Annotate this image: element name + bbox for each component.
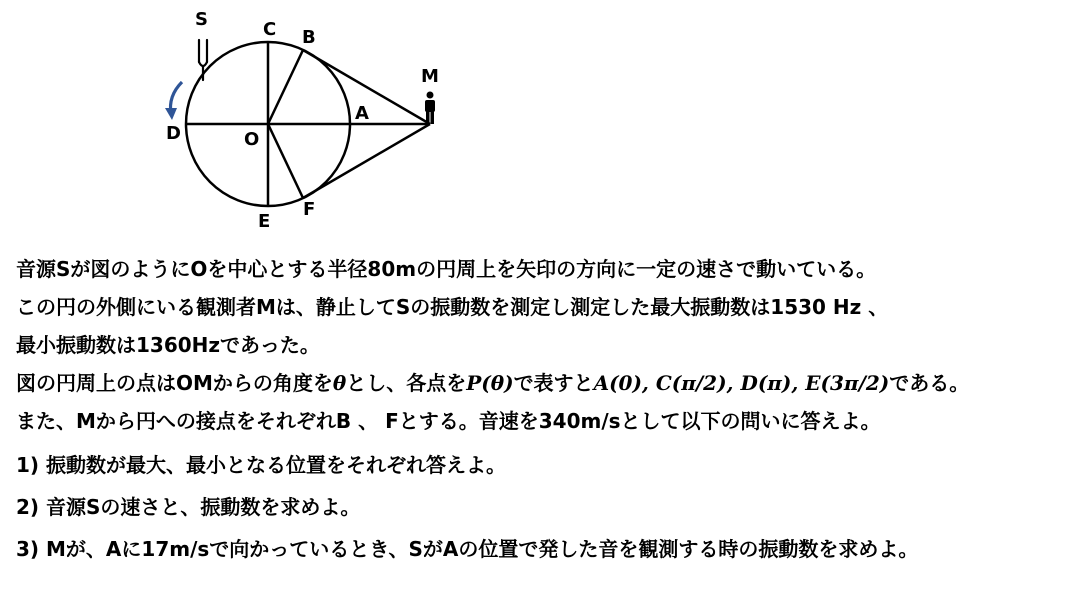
- label-O: O: [244, 129, 260, 150]
- question-3: 3) Mが、Aに17m/sで向かっているとき、SがAの位置で発した音を観測する時の振動数を求めよ。: [16, 537, 919, 561]
- person-icon: [425, 92, 435, 125]
- line-O-B: [268, 50, 303, 124]
- problem-line-2: この円の外側にいる観測者Mは、静止してSの振動数を測定し測定した最大振動数は1530 Hz 、: [16, 295, 889, 319]
- label-F: F: [303, 199, 316, 220]
- question-1: 1) 振動数が最大、最小となる位置をそれぞれ答えよ。: [16, 453, 507, 477]
- tuning-fork-icon: [199, 40, 207, 80]
- line4-mid: とし、各点を: [346, 371, 467, 395]
- problem-line-4: [16, 364, 1066, 402]
- label-E: E: [258, 211, 271, 232]
- line4-p: P(θ): [466, 371, 514, 395]
- tangent-F-M: [303, 124, 430, 198]
- direction-arrowhead-icon: [165, 108, 177, 120]
- problem-line-1: 音源Sが図のようにOを中心とする半径80mの円周上を矢印の方向に一定の速さで動いている。: [16, 257, 877, 281]
- problem-line-5: また、Mから円への接点をそれぞれB 、 Fとする。音速を340m/sとして以下の問いに答えよ。: [16, 409, 881, 433]
- question-list: [16, 446, 1066, 568]
- question-2: 2) 音源Sの速さと、振動数を求めよ。: [16, 495, 361, 519]
- label-C: C: [263, 19, 277, 40]
- problem-text: [16, 250, 1066, 568]
- line4-theta: θ: [332, 371, 347, 395]
- line4-mid2: で表すと: [513, 371, 594, 395]
- line4-suffix: である。: [889, 371, 970, 395]
- problem-line-3: 最小振動数は1360Hzであった。: [16, 333, 320, 357]
- circle-diagram: [0, 0, 470, 240]
- line4-points: A(0), C(π/2), D(π), E(3π/2): [593, 371, 890, 395]
- label-A: A: [355, 103, 369, 124]
- label-S: S: [195, 9, 208, 30]
- label-D: D: [166, 123, 181, 144]
- line-O-F: [268, 124, 303, 198]
- label-B: B: [302, 27, 316, 48]
- line4-prefix: 図の円周上の点はOMからの角度を: [16, 371, 333, 395]
- label-M: M: [421, 66, 439, 87]
